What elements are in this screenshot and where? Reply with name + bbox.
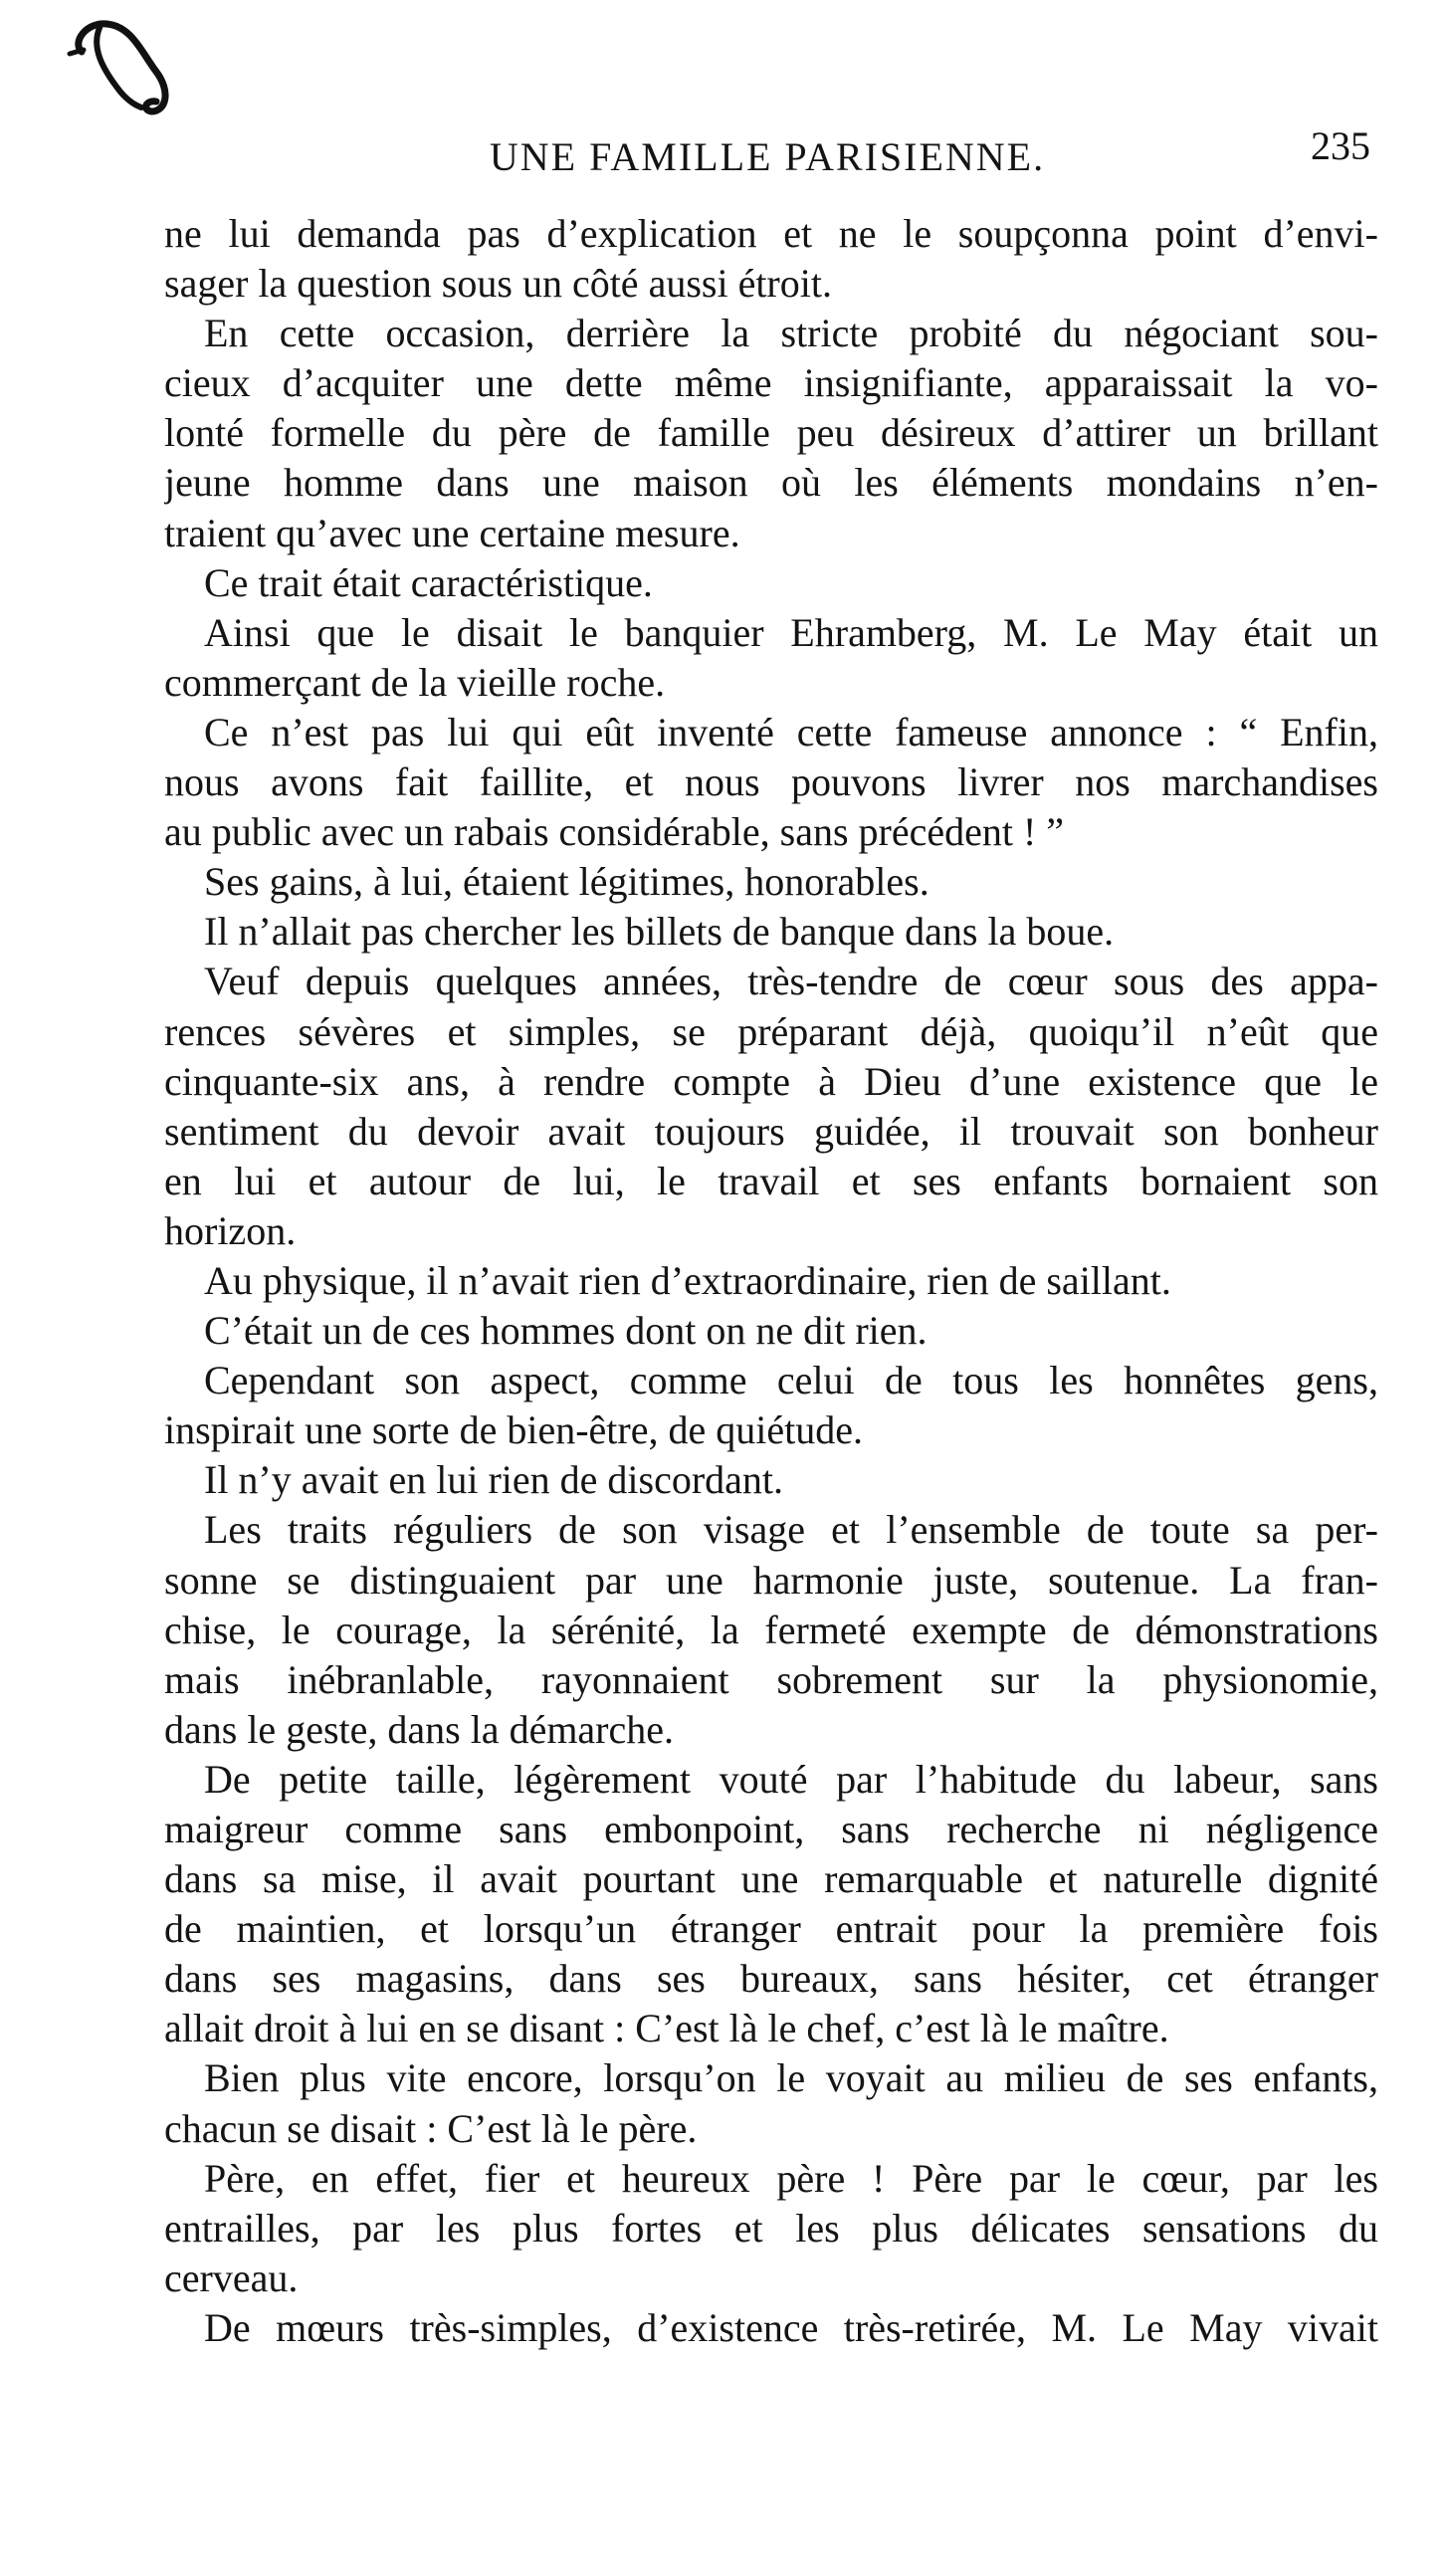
text-line: Ce n’est pas lui qui eût inventé cette fameuse annonce : “ Enfin,: [204, 709, 1378, 754]
text-line: cerveau.: [164, 2254, 299, 2300]
text-line: sentiment du devoir avait toujours guidée, il trouvait son bonheur: [164, 1108, 1378, 1154]
text-line: Veuf depuis quelques années, très-tendre de cœur sous des appa-: [204, 959, 1378, 1004]
text-line: de maintien, et lorsqu’un étranger entrait pour la première fois: [164, 1906, 1378, 1952]
text-line: Ce trait était caractéristique.: [204, 559, 653, 605]
text-line: Ses gains, à lui, étaient légitimes, honorables.: [204, 859, 929, 905]
text-line: sager la question sous un côté aussi étroit.: [164, 261, 832, 307]
text-line: inspirait une sorte de bien-être, de quiétude.: [164, 1407, 863, 1453]
text-line: dans ses magasins, dans ses bureaux, sans hésiter, cet étranger: [164, 1956, 1378, 2002]
text-line: entrailles, par les plus fortes et les plus délicates sensations du: [164, 2205, 1378, 2251]
page-header: [164, 123, 1370, 187]
text-line: ne lui demanda pas d’explication et ne le soupçonna point d’envi-: [164, 211, 1378, 256]
text-line: mais inébranlable, rayonnaient sobrement sur la physionomie,: [164, 1656, 1378, 1702]
text-line: horizon.: [164, 1207, 297, 1253]
text-line: C’était un de ces hommes dont on ne dit rien.: [204, 1308, 928, 1354]
text-line: nous avons fait faillite, et nous pouvons livrer nos marchandises: [164, 759, 1378, 805]
text-line: cieux d’acquiter une dette même insignifiante, apparaissait la vo-: [164, 360, 1378, 406]
text-line: sonne se distinguaient par une harmonie juste, soutenue. La fran-: [164, 1557, 1378, 1603]
text-line: Au physique, il n’avait rien d’extraordinaire, rien de saillant.: [204, 1257, 1171, 1303]
text-line: cinquante-six ans, à rendre compte à Dieu d’une existence que le: [164, 1058, 1378, 1104]
text-line: Ainsi que le disait le banquier Ehramberg, M. Le May était un: [204, 609, 1378, 655]
text-line: en lui et autour de lui, le travail et ses enfants bornaient son: [164, 1158, 1378, 1203]
text-line: commerçant de la vieille roche.: [164, 659, 666, 705]
text-line: rences sévères et simples, se préparant déjà, quoiqu’il n’eût que: [164, 1008, 1378, 1054]
page-number: 235: [1311, 123, 1370, 168]
text-line: Cependant son aspect, comme celui de tous les honnêtes gens,: [204, 1358, 1378, 1403]
text-line: au public avec un rabais considérable, sans précédent ! ”: [164, 809, 1065, 855]
text-line: Il n’y avait en lui rien de discordant.: [204, 1457, 784, 1503]
text-line: jeune homme dans une maison où les éléments mondains n’en-: [164, 460, 1378, 506]
text-line: Père, en effet, fier et heureux père ! Père par le cœur, par les: [204, 2155, 1378, 2201]
text-line: lonté formelle du père de famille peu désireux d’attirer un brillant: [164, 410, 1378, 456]
text-line: Les traits réguliers de son visage et l’ensemble de toute sa per-: [204, 1507, 1378, 1553]
text-line: Il n’allait pas chercher les billets de banque dans la boue.: [204, 909, 1115, 955]
text-line: chise, le courage, la sérénité, la fermeté exempte de démonstrations: [164, 1607, 1378, 1652]
text-line: dans le geste, dans la démarche.: [164, 1706, 675, 1752]
text-line: Bien plus vite encore, lorsqu’on le voyait au milieu de ses enfants,: [204, 2055, 1378, 2101]
running-title: UNE FAMILLE PARISIENNE.: [489, 134, 1046, 179]
text-line: maigreur comme sans embonpoint, sans recherche ni négligence: [164, 1807, 1378, 1851]
text-line: dans sa mise, il avait pourtant une remarquable et naturelle dignité: [164, 1856, 1378, 1902]
text-line: De petite taille, légèrement vouté par l’habitude du labeur, sans: [204, 1756, 1378, 1802]
text-line: De mœurs très-simples, d’existence très-retirée, M. Le May vivait: [204, 2304, 1378, 2350]
text-line: traient qu’avec une certaine mesure.: [164, 510, 740, 555]
body-text: [164, 209, 1378, 2353]
text-line: allait droit à lui en se disant : C’est là le chef, c’est là le maître.: [164, 2006, 1169, 2051]
text-line: chacun se disait : C’est là le père.: [164, 2105, 698, 2151]
text-line: En cette occasion, derrière la stricte probité du négociant sou-: [204, 311, 1378, 356]
library-stamp-mark: [62, 12, 191, 121]
